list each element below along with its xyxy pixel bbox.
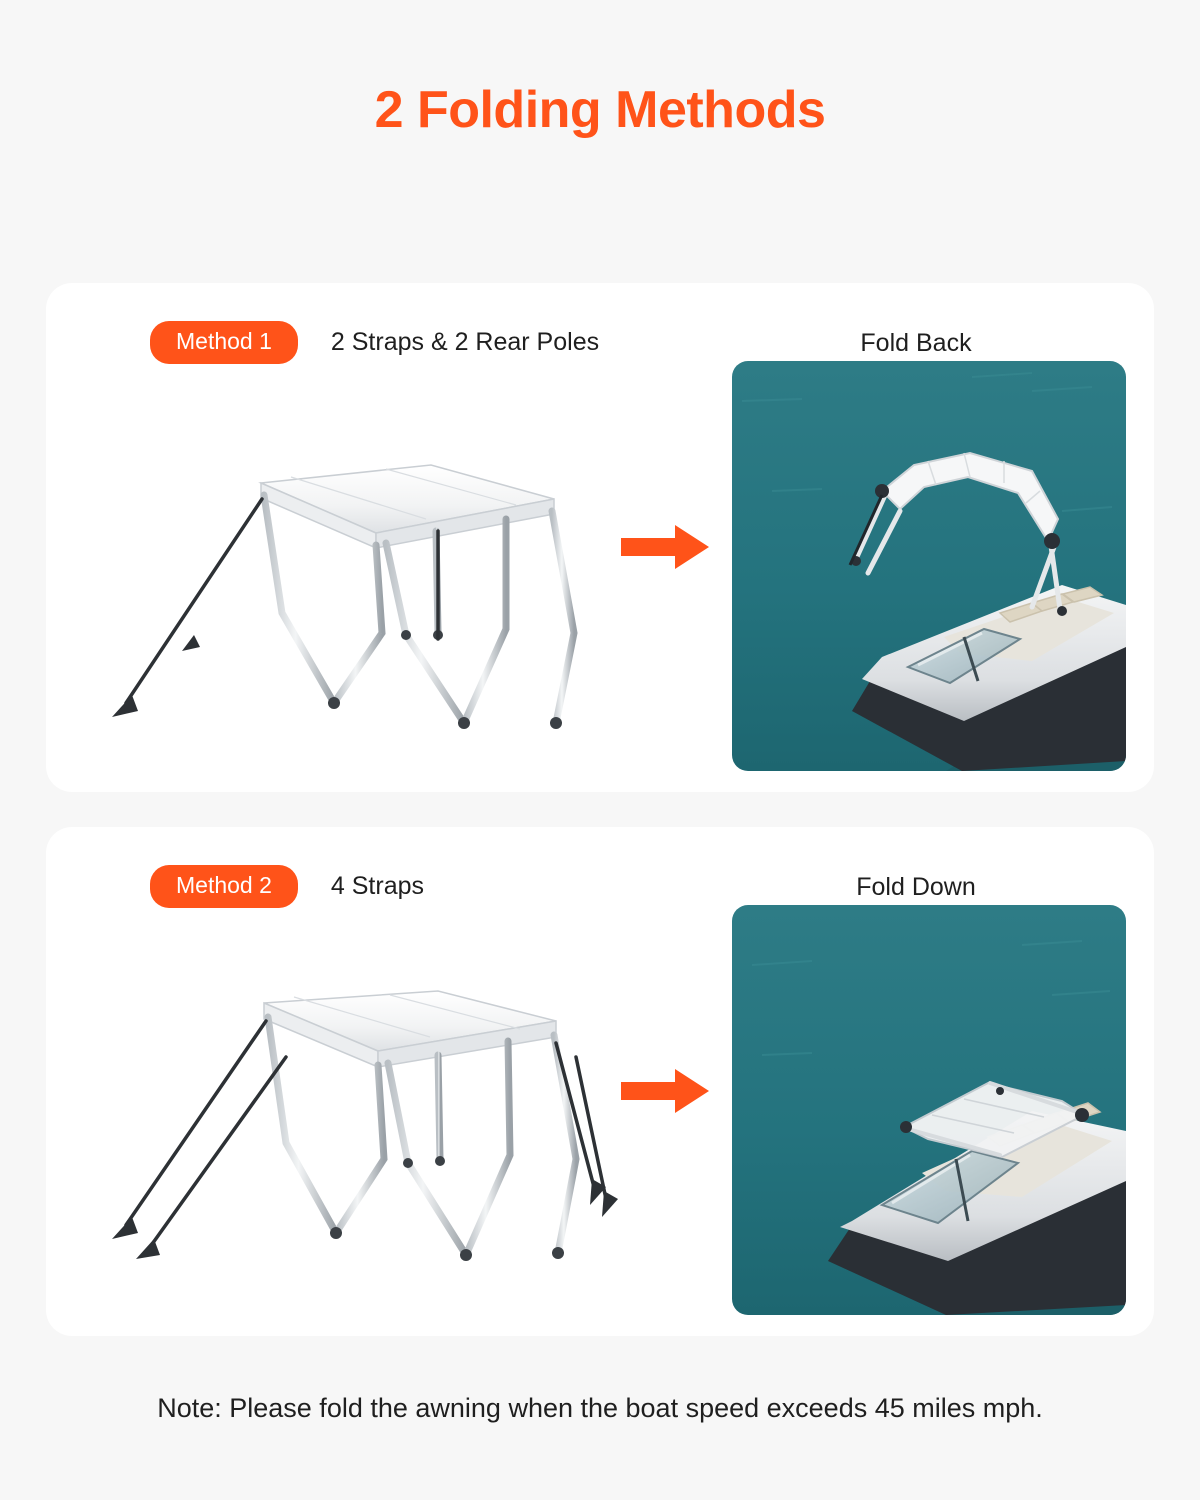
footer-note: Note: Please fold the awning when the boat speed exceeds 45 miles mph. (157, 1393, 1043, 1423)
method-2-arrow-icon (621, 1069, 709, 1113)
method-1-badge: Method 1 (150, 321, 298, 364)
method-1-header (150, 321, 599, 364)
method-1-arrow-icon (621, 525, 709, 569)
method-card-2 (46, 827, 1154, 1336)
method-card-1 (46, 283, 1154, 792)
method-1-fold-label: Fold Back (860, 329, 972, 357)
method-2-description: 4 Straps (330, 872, 425, 900)
method-1-photo (732, 361, 1126, 771)
method-2-photo (732, 905, 1126, 1315)
method-1-description: 2 Straps & 2 Rear Poles (330, 328, 600, 356)
method-2-badge: Method 2 (150, 865, 298, 908)
page-title: 2 Folding Methods (374, 81, 826, 139)
method-2-diagram (86, 947, 626, 1317)
method-2-header (150, 865, 424, 908)
method-1-diagram (86, 403, 626, 773)
method-2-fold-label: Fold Down (856, 873, 976, 901)
